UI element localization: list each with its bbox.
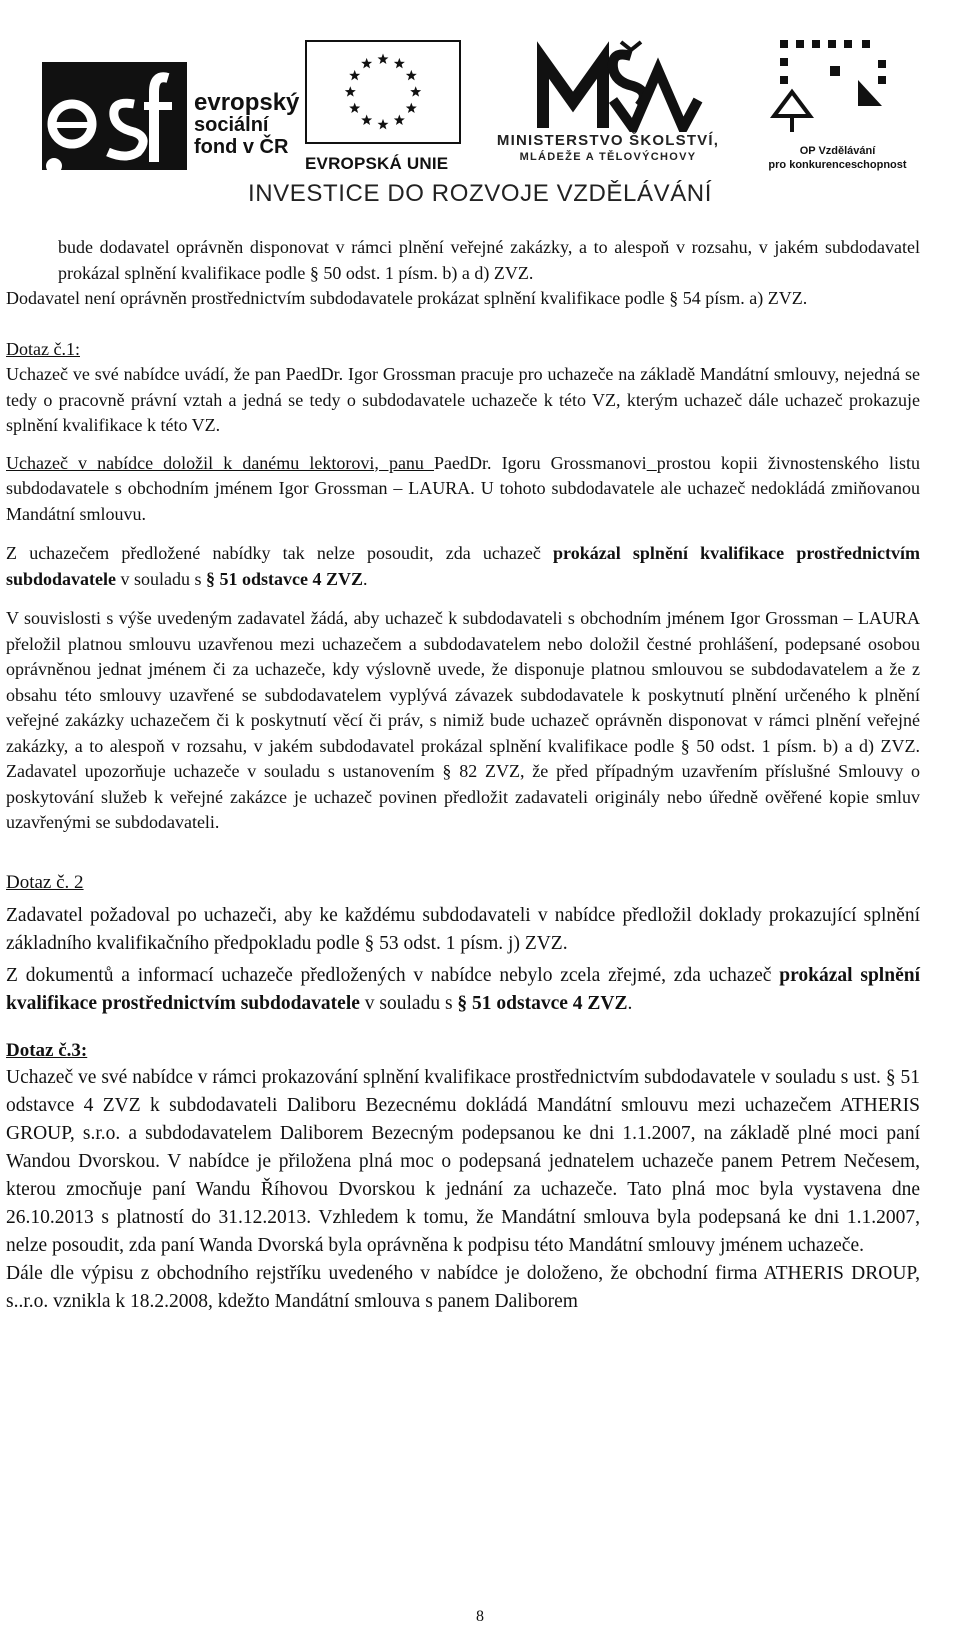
msmt-mark-icon [533,40,703,132]
page-header [0,0,960,220]
question-3-title [6,1038,920,1064]
op-line2: pro konkurenceschopnost [768,159,907,171]
op-mark-icon [770,36,900,136]
op-logo [750,36,925,172]
question-2-block [6,870,920,1316]
intro-block [58,235,920,286]
esf-mark-icon [42,62,187,170]
q1-p3-text-3: . [363,568,368,589]
q2-p2-bold-2: § 51 odstavce 4 ZVZ [457,992,628,1014]
q2-p2-text-2: v souladu s [359,992,458,1014]
question-3-title-text: Dotaz č.3: [6,1039,88,1061]
question-1-paragraph-2 [6,451,920,528]
page-number: 8 [476,1608,484,1625]
intro-paragraph-2: Dodavatel není oprávněn prostřednictvím subdodavatele prokázat splnění kvalifikace podle § 54 písm. a) ZVZ. [6,288,808,308]
q1-p3-text-2: v souladu s [116,568,207,589]
q2-p2-text: Z dokumentů a informací uchazeče předložených v nabídce nebylo zcela zřejmé, zda uchazeč [6,964,780,986]
question-3-paragraph-1: Uchazeč ve své nabídce v rámci prokazování splnění kvalifikace prostřednictvím subdodavatele v souladu s ust. § 51 odstavce 4 ZVZ k subdodavateli Daliboru Bezecnému dokládá Mandátní smlouvu mezi uchazečem ATHERIS GROUP, s.r.o. a subdodavatelem Daliborem Bezecným podepsanou ke dni 1.1.2007, na základě plné moci paní Wandou Dvorskou. V nabídce je přiložena plná moc o podepsaná jednatelem uchazeče panem Petrem Nečesem, kterou zmocňuje paní Wandu Říhovou Dvorskou k jednání za uchazeče. Tato plná moc byla vystavena dne 26.10.2013 s platností do 31.12.2013. Vzhledem k tomu, že Mandátní smlouva byla podepsaná ke dni 1.1.2007, nelze posoudit, zda paní Wanda Dvorská byla oprávněna k podpisu této Mandátní smlouvy jménem uchazeče. [6,1066,920,1256]
q1-p2-name: PaedDr. Igoru Grossmanovi [434,452,647,473]
op-line1: OP Vzdělávání [799,145,876,157]
eu-label: EVROPSKÁ UNIE [305,154,449,173]
esf-line3: fond v ČR [194,136,289,158]
question-3-paragraph-2: Dále dle výpisu z obchodního rejstříku uvedeného v nabídce je doloženo, že obchodní firma ATHERIS DROUP, s..r.o. vznikla k 18.2.2008, kdežto Mandátní smlouva s panem Daliborem [6,1262,920,1312]
question-2-title [6,870,920,896]
question-2-paragraph-1: Zadavatel požadoval po uchazeči, aby ke každému subdodavateli v nabídce předložil doklady prokazující splnění základního kvalifikačního předpokladu podle § 53 odst. 1 písm. j) ZVZ. [6,904,920,954]
question-1-paragraph-1: Uchazeč ve své nabídce uvádí, že pan PaedDr. Igor Grossman pracuje pro uchazeče na základě Mandátní smlouvy, nejedná se tedy o pracovně právní vztah a jedná se tedy o subdodavatele uchazeče k této VZ, kterým uchazeč dále uchazeč prokazuje splnění kvalifikace k této VZ. [6,364,920,435]
q1-p2-underlined: Uchazeč v nabídce doložil k danému lektorovi, panu [6,452,435,473]
q1-p2-rest: prostou kopii živnostenského listu subdodavatele s obchodním jménem Igor Grossman – LAURA. U tohoto subdodavatele ale uchazeč nedokládá zmiňovanou Mandátní smlouvu. [6,452,920,524]
msmt-line1: MINISTERSTVO ŠKOLSTVÍ, [496,132,720,149]
q2-p2-bold-1: prokázal splnění kvalifikace prostřednictvím subdodavatele [6,964,920,1014]
esf-line2: sociální [194,114,269,136]
esf-line1: evropský [194,89,300,116]
question-2-title-text: Dotaz č. 2 [6,871,84,893]
question-1-paragraph-4: V souvislosti s výše uvedeným zadavatel žádá, aby uchazeč k subdodavateli s obchodním jménem Igor Grossman – LAURA přeložil platnou smlouvu uzavřenou mezi uchazečem a subdodavatelem nebo doložil čestné prohlášení, podepsané osobou oprávněnou jednat jménem či za uchazeče, kdy výslovně uvede, že disponuje platnou smlouvou se subdodavatelem a že z obsahu této smlouvy uzavřené se subdodavatelem vyplývá závazek subdodavatele k poskytnutí plnění určeného k plnění veřejné zakázky uchazečem či k poskytnutí věcí či práv, s nimiž bude uchazeč oprávněn disponovat v rámci plnění veřejné zakázky, a to alespoň v rozsahu, v jakém subdodavatel prokázal splnění kvalifikace podle § 50 odst. 1 písm. b) a d) ZVZ. Zadavatel upozorňuje uchazeče v souladu s ustanovením § 82 ZVZ, že před případným uzavřením příslušné Smlouvy o poskytování služeb k veřejné zakázce je uchazeč povinen předložit zadavateli originály nebo úředně ověřené kopie smluv uzavřenými se subdodavateli. [6,608,920,832]
document-body [6,235,920,1316]
question-1-title-text: Dotaz č.1: [6,338,80,359]
q1-p3-bold-1: prokázal splnění kvalifikace prostřednictvím subdodavatele [6,543,920,589]
msmt-line2: MLÁDEŽE A TĚLOVÝCHOVY [519,151,697,163]
q2-p2-text-3: . [627,992,633,1014]
question-1-title [6,337,920,363]
q1-p3-bold-2: § 51 odstavce 4 ZVZ [206,568,364,589]
q1-p3-text: Z uchazečem předložené nabídky tak nelze posoudit, zda uchazeč [6,543,554,563]
eu-logo [305,40,465,174]
question-1-paragraph-3 [6,541,920,592]
msmt-logo [478,40,738,163]
eu-flag-icon [305,40,461,144]
q1-p2-underlined-2 [647,453,657,473]
question-2-paragraph-2 [6,962,920,1018]
intro-paragraph-1: bude dodavatel oprávněn disponovat v rámci plnění veřejné zakázky, a to alespoň v rozsahu, v jakém subdodavatel prokázal splnění kvalifikace podle § 50 odst. 1 písm. b) a d) ZVZ. [58,237,920,283]
header-title: INVESTICE DO ROZVOJE VZDĚLÁVÁNÍ [247,180,713,207]
